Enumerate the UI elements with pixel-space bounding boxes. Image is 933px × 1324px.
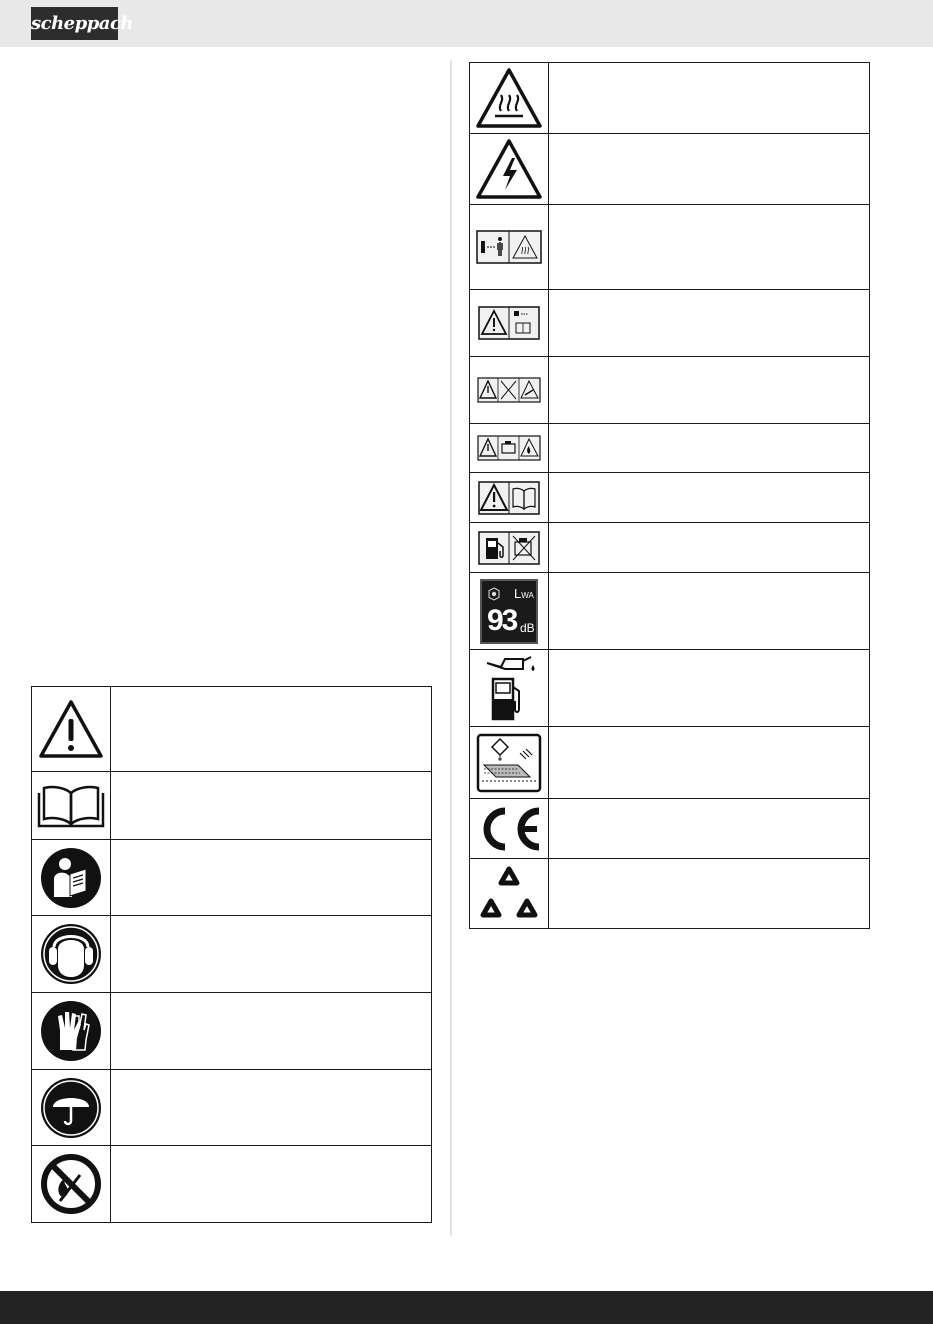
symbol-description: [549, 290, 870, 357]
no-open-flame-icon: [32, 1146, 111, 1223]
warning-manual-icon: [470, 290, 549, 357]
fuel-engine-off-icon: [470, 523, 549, 573]
symbol-description: [111, 1070, 432, 1146]
symbol-row: [32, 687, 432, 772]
symbol-description: [549, 205, 870, 290]
symbol-description: [549, 63, 870, 134]
symbol-row: [32, 1146, 432, 1223]
symbol-description: [549, 473, 870, 523]
symbol-description: [549, 134, 870, 205]
symbol-description: [549, 523, 870, 573]
symbol-row: [32, 916, 432, 993]
left-symbol-table: [31, 686, 432, 1223]
sound-label: LWA: [514, 585, 534, 601]
symbol-description: [549, 799, 870, 859]
warning-no-smoking-icon: [470, 357, 549, 424]
open-book-icon: [32, 772, 111, 840]
symbol-row: [32, 1070, 432, 1146]
symbol-description: [111, 840, 432, 916]
symbol-row: [470, 134, 870, 205]
right-symbol-table: [469, 62, 870, 929]
sound-power-badge: [480, 579, 538, 644]
symbol-description: [549, 573, 870, 650]
environment-disposal-icon: [470, 727, 549, 799]
symbol-row: [32, 993, 432, 1070]
page-footer: [0, 1291, 933, 1324]
symbol-row: [470, 650, 870, 727]
symbol-description: [549, 424, 870, 473]
symbol-description: [549, 859, 870, 929]
warning-book-icon: [470, 473, 549, 523]
warning-triangle-icon: [32, 687, 111, 772]
symbol-description: [111, 687, 432, 772]
read-manual-icon: [32, 840, 111, 916]
symbol-row: [470, 63, 870, 134]
sound-value: 93: [487, 603, 517, 637]
symbol-row: [470, 424, 870, 473]
ear-protection-icon: [32, 916, 111, 993]
page-header: [0, 0, 933, 47]
symbol-row: [470, 727, 870, 799]
hot-surface-icon: [470, 63, 549, 134]
symbol-row: [470, 859, 870, 929]
symbol-row: [470, 523, 870, 573]
symbol-description: [111, 772, 432, 840]
symbol-row: [470, 799, 870, 859]
symbol-description: [549, 727, 870, 799]
symbol-description: [111, 993, 432, 1070]
symbol-row: [470, 205, 870, 290]
speaker-icon: [487, 587, 501, 601]
ce-mark-icon: [470, 799, 549, 859]
sound-power-label-icon: [470, 573, 549, 650]
warning-engine-fire-icon: [470, 424, 549, 473]
keep-distance-hot-icon: [470, 205, 549, 290]
umbrella-icon: [32, 1070, 111, 1146]
sound-unit: dB: [520, 620, 535, 635]
symbol-row: [470, 290, 870, 357]
protective-gloves-icon: [32, 993, 111, 1070]
oil-fuel-mix-icon: [470, 650, 549, 727]
symbol-description: [111, 916, 432, 993]
scheppach-logo: scheppach: [31, 7, 118, 40]
recycling-triangles-icon: [470, 859, 549, 929]
symbol-description: [549, 650, 870, 727]
column-divider: [450, 60, 452, 1236]
symbol-row: [32, 840, 432, 916]
symbol-row: [470, 473, 870, 523]
symbol-description: [111, 1146, 432, 1223]
electric-shock-icon: [470, 134, 549, 205]
symbol-row: [32, 772, 432, 840]
symbol-row: [470, 357, 870, 424]
symbol-row: [470, 573, 870, 650]
symbol-description: [549, 357, 870, 424]
